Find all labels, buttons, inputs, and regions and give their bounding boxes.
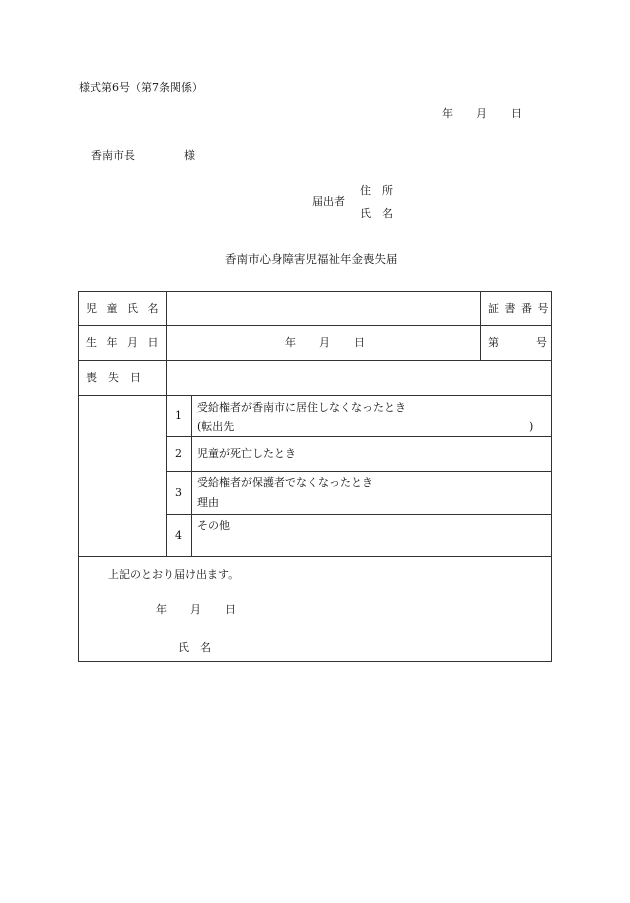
child-name-field[interactable]	[167, 292, 480, 325]
addressee-honorific: 様	[184, 149, 195, 162]
birth-month: 月	[319, 336, 330, 349]
birth-day: 日	[354, 336, 365, 349]
form-number: 様式第6号（第7条関係）	[79, 81, 203, 94]
certificate-number-suffix: 号	[536, 336, 547, 349]
column-divider	[166, 291, 167, 556]
certificate-number-label: 証 書 番 号	[488, 302, 550, 315]
reason-detail: 理由	[197, 496, 219, 509]
header-date-month: 月	[476, 107, 487, 120]
reason-text: 受給権者が保護者でなくなったとき	[197, 476, 373, 489]
footer-statement: 上記のとおり届け出ます。	[108, 568, 240, 581]
reason-number: 1	[175, 409, 182, 422]
reason-number: 2	[175, 447, 182, 460]
notifier-label: 届出者	[312, 195, 345, 208]
footer-month: 月	[190, 603, 201, 616]
reason-number: 4	[175, 529, 182, 542]
footer-name-label: 氏 名	[178, 641, 211, 654]
header-date-day: 日	[511, 107, 522, 120]
reason-detail-close: )	[529, 420, 534, 433]
addressee-mayor: 香南市長	[91, 149, 135, 162]
reason-number: 3	[175, 486, 182, 499]
row-divider	[78, 395, 552, 396]
header-date-year: 年	[442, 107, 453, 120]
column-divider	[191, 395, 192, 556]
notifier-address-label: 住 所	[360, 184, 393, 197]
document-title: 香南市心身障害児福祉年金喪失届	[225, 252, 398, 266]
child-name-label: 児 童 氏 名	[86, 302, 162, 315]
row-divider	[78, 556, 552, 557]
footer-year: 年	[156, 603, 167, 616]
birth-date-label: 生 年 月 日	[86, 336, 162, 349]
reason-divider	[166, 471, 552, 472]
reason-text: 受給権者が香南市に居住しなくなったとき	[197, 401, 406, 414]
footer-day: 日	[225, 603, 236, 616]
reason-text: その他	[197, 519, 230, 532]
certificate-number-prefix: 第	[488, 336, 499, 349]
reason-detail: (転出先	[197, 420, 235, 433]
reason-divider	[166, 514, 552, 515]
reason-divider	[166, 436, 552, 437]
loss-date-label: 喪 失 日	[86, 371, 141, 384]
column-divider	[480, 291, 481, 360]
reason-text: 児童が死亡したとき	[197, 447, 296, 460]
notifier-name-label: 氏 名	[360, 207, 393, 220]
birth-year: 年	[285, 336, 296, 349]
loss-date-field[interactable]	[167, 361, 551, 395]
